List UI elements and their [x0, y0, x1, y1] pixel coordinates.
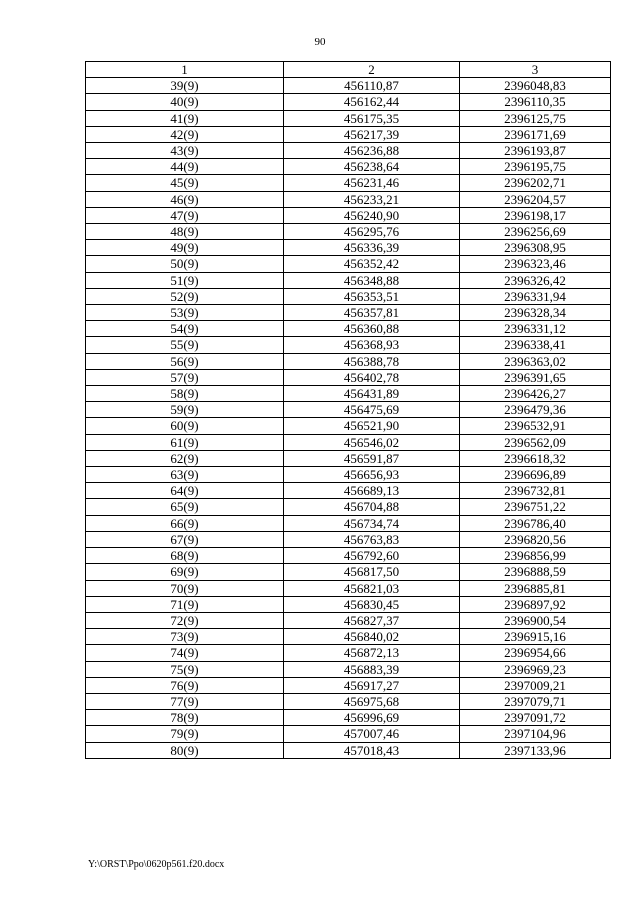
column-header-2: 2 — [284, 62, 460, 78]
x-coordinate-cell: 456656,93 — [284, 467, 460, 483]
x-coordinate-cell: 456734,74 — [284, 515, 460, 531]
x-coordinate-cell: 456521,90 — [284, 418, 460, 434]
point-id-cell: 56(9) — [86, 353, 284, 369]
point-id-cell: 54(9) — [86, 321, 284, 337]
point-id-cell: 51(9) — [86, 272, 284, 288]
y-coordinate-cell: 2396696,89 — [460, 467, 611, 483]
x-coordinate-cell: 456175,35 — [284, 110, 460, 126]
point-id-cell: 63(9) — [86, 467, 284, 483]
point-id-cell: 68(9) — [86, 548, 284, 564]
y-coordinate-cell: 2396328,34 — [460, 305, 611, 321]
y-coordinate-cell: 2396885,81 — [460, 580, 611, 596]
y-coordinate-cell: 2396048,83 — [460, 78, 611, 94]
x-coordinate-cell: 456817,50 — [284, 564, 460, 580]
y-coordinate-cell: 2396897,92 — [460, 596, 611, 612]
page-number: 90 — [314, 36, 326, 48]
x-coordinate-cell: 456357,81 — [284, 305, 460, 321]
y-coordinate-cell: 2396125,75 — [460, 110, 611, 126]
point-id-cell: 78(9) — [86, 710, 284, 726]
y-coordinate-cell: 2396732,81 — [460, 483, 611, 499]
point-id-cell: 39(9) — [86, 78, 284, 94]
table-row — [86, 369, 611, 385]
point-id-cell: 66(9) — [86, 515, 284, 531]
table-row — [86, 742, 611, 758]
x-coordinate-cell: 456336,39 — [284, 240, 460, 256]
y-coordinate-cell: 2396198,17 — [460, 207, 611, 223]
y-coordinate-cell: 2397091,72 — [460, 710, 611, 726]
point-id-cell: 75(9) — [86, 661, 284, 677]
table-row — [86, 596, 611, 612]
x-coordinate-cell: 456431,89 — [284, 386, 460, 402]
x-coordinate-cell: 456917,27 — [284, 677, 460, 693]
table-row — [86, 402, 611, 418]
point-id-cell: 42(9) — [86, 126, 284, 142]
y-coordinate-cell: 2396888,59 — [460, 564, 611, 580]
point-id-cell: 55(9) — [86, 337, 284, 353]
y-coordinate-cell: 2396856,99 — [460, 548, 611, 564]
point-id-cell: 57(9) — [86, 369, 284, 385]
point-id-cell: 45(9) — [86, 175, 284, 191]
x-coordinate-cell: 456827,37 — [284, 612, 460, 628]
y-coordinate-cell: 2396338,41 — [460, 337, 611, 353]
x-coordinate-cell: 456368,93 — [284, 337, 460, 353]
point-id-cell: 46(9) — [86, 191, 284, 207]
y-coordinate-cell: 2396618,32 — [460, 450, 611, 466]
x-coordinate-cell: 457007,46 — [284, 726, 460, 742]
point-id-cell: 40(9) — [86, 94, 284, 110]
x-coordinate-cell: 456830,45 — [284, 596, 460, 612]
table-row — [86, 191, 611, 207]
x-coordinate-cell: 456162,44 — [284, 94, 460, 110]
table-row — [86, 661, 611, 677]
table-row — [86, 321, 611, 337]
x-coordinate-cell: 456792,60 — [284, 548, 460, 564]
x-coordinate-cell: 456996,69 — [284, 710, 460, 726]
point-id-cell: 47(9) — [86, 207, 284, 223]
x-coordinate-cell: 456217,39 — [284, 126, 460, 142]
table-row — [86, 110, 611, 126]
point-id-cell: 58(9) — [86, 386, 284, 402]
point-id-cell: 41(9) — [86, 110, 284, 126]
table-row — [86, 78, 611, 94]
y-coordinate-cell: 2396110,35 — [460, 94, 611, 110]
y-coordinate-cell: 2396532,91 — [460, 418, 611, 434]
table-row — [86, 386, 611, 402]
table-row — [86, 483, 611, 499]
x-coordinate-cell: 456348,88 — [284, 272, 460, 288]
y-coordinate-cell: 2396202,71 — [460, 175, 611, 191]
point-id-cell: 79(9) — [86, 726, 284, 742]
point-id-cell: 44(9) — [86, 159, 284, 175]
table-row — [86, 499, 611, 515]
y-coordinate-cell: 2396171,69 — [460, 126, 611, 142]
y-coordinate-cell: 2396363,02 — [460, 353, 611, 369]
table-row — [86, 548, 611, 564]
y-coordinate-cell: 2396193,87 — [460, 143, 611, 159]
y-coordinate-cell: 2397133,96 — [460, 742, 611, 758]
y-coordinate-cell: 2396786,40 — [460, 515, 611, 531]
point-id-cell: 50(9) — [86, 256, 284, 272]
point-id-cell: 49(9) — [86, 240, 284, 256]
table-row — [86, 126, 611, 142]
point-id-cell: 70(9) — [86, 580, 284, 596]
table-row — [86, 175, 611, 191]
y-coordinate-cell: 2396954,66 — [460, 645, 611, 661]
x-coordinate-cell: 456883,39 — [284, 661, 460, 677]
x-coordinate-cell: 456689,13 — [284, 483, 460, 499]
table-row — [86, 450, 611, 466]
x-coordinate-cell: 456238,64 — [284, 159, 460, 175]
coordinates-table — [85, 61, 611, 759]
table-row — [86, 143, 611, 159]
point-id-cell: 65(9) — [86, 499, 284, 515]
table-row — [86, 159, 611, 175]
point-id-cell: 69(9) — [86, 564, 284, 580]
y-coordinate-cell: 2396204,57 — [460, 191, 611, 207]
x-coordinate-cell: 456353,51 — [284, 288, 460, 304]
column-header-3: 3 — [460, 62, 611, 78]
table-row — [86, 207, 611, 223]
table-row — [86, 531, 611, 547]
column-header-1: 1 — [86, 62, 284, 78]
table-row — [86, 353, 611, 369]
y-coordinate-cell: 2396562,09 — [460, 434, 611, 450]
point-id-cell: 80(9) — [86, 742, 284, 758]
table-row — [86, 224, 611, 240]
table-row — [86, 288, 611, 304]
point-id-cell: 76(9) — [86, 677, 284, 693]
table-row — [86, 677, 611, 693]
table-row — [86, 418, 611, 434]
y-coordinate-cell: 2396195,75 — [460, 159, 611, 175]
point-id-cell: 74(9) — [86, 645, 284, 661]
table-row — [86, 467, 611, 483]
table-header-row — [86, 62, 611, 78]
table-body — [86, 78, 611, 759]
x-coordinate-cell: 456352,42 — [284, 256, 460, 272]
table-row — [86, 726, 611, 742]
x-coordinate-cell: 456402,78 — [284, 369, 460, 385]
y-coordinate-cell: 2396426,27 — [460, 386, 611, 402]
x-coordinate-cell: 456360,88 — [284, 321, 460, 337]
x-coordinate-cell: 456821,03 — [284, 580, 460, 596]
x-coordinate-cell: 456546,02 — [284, 434, 460, 450]
x-coordinate-cell: 456240,90 — [284, 207, 460, 223]
table-row — [86, 256, 611, 272]
y-coordinate-cell: 2397079,71 — [460, 693, 611, 709]
point-id-cell: 72(9) — [86, 612, 284, 628]
y-coordinate-cell: 2396326,42 — [460, 272, 611, 288]
x-coordinate-cell: 456295,76 — [284, 224, 460, 240]
y-coordinate-cell: 2396331,94 — [460, 288, 611, 304]
y-coordinate-cell: 2396969,23 — [460, 661, 611, 677]
x-coordinate-cell: 456872,13 — [284, 645, 460, 661]
table-row — [86, 434, 611, 450]
y-coordinate-cell: 2396900,54 — [460, 612, 611, 628]
table-row — [86, 240, 611, 256]
point-id-cell: 71(9) — [86, 596, 284, 612]
table-row — [86, 337, 611, 353]
point-id-cell: 53(9) — [86, 305, 284, 321]
y-coordinate-cell: 2396479,36 — [460, 402, 611, 418]
point-id-cell: 60(9) — [86, 418, 284, 434]
x-coordinate-cell: 456591,87 — [284, 450, 460, 466]
y-coordinate-cell: 2396820,56 — [460, 531, 611, 547]
y-coordinate-cell: 2396308,95 — [460, 240, 611, 256]
table-row — [86, 580, 611, 596]
table-row — [86, 629, 611, 645]
y-coordinate-cell: 2396391,65 — [460, 369, 611, 385]
table-row — [86, 710, 611, 726]
point-id-cell: 77(9) — [86, 693, 284, 709]
table-row — [86, 564, 611, 580]
point-id-cell: 48(9) — [86, 224, 284, 240]
point-id-cell: 73(9) — [86, 629, 284, 645]
point-id-cell: 59(9) — [86, 402, 284, 418]
point-id-cell: 43(9) — [86, 143, 284, 159]
y-coordinate-cell: 2397104,96 — [460, 726, 611, 742]
x-coordinate-cell: 456704,88 — [284, 499, 460, 515]
table-row — [86, 94, 611, 110]
y-coordinate-cell: 2396256,69 — [460, 224, 611, 240]
x-coordinate-cell: 456840,02 — [284, 629, 460, 645]
point-id-cell: 52(9) — [86, 288, 284, 304]
table-row — [86, 612, 611, 628]
point-id-cell: 62(9) — [86, 450, 284, 466]
table-row — [86, 645, 611, 661]
x-coordinate-cell: 456763,83 — [284, 531, 460, 547]
point-id-cell: 61(9) — [86, 434, 284, 450]
table-row — [86, 515, 611, 531]
table-row — [86, 305, 611, 321]
footer-file-path: Y:\ORST\Ppo\0620p561.f20.docx — [88, 859, 225, 870]
y-coordinate-cell: 2397009,21 — [460, 677, 611, 693]
x-coordinate-cell: 456231,46 — [284, 175, 460, 191]
table-row — [86, 272, 611, 288]
x-coordinate-cell: 456475,69 — [284, 402, 460, 418]
table-row — [86, 693, 611, 709]
point-id-cell: 64(9) — [86, 483, 284, 499]
x-coordinate-cell: 456233,21 — [284, 191, 460, 207]
x-coordinate-cell: 456110,87 — [284, 78, 460, 94]
x-coordinate-cell: 457018,43 — [284, 742, 460, 758]
x-coordinate-cell: 456388,78 — [284, 353, 460, 369]
x-coordinate-cell: 456236,88 — [284, 143, 460, 159]
y-coordinate-cell: 2396751,22 — [460, 499, 611, 515]
x-coordinate-cell: 456975,68 — [284, 693, 460, 709]
y-coordinate-cell: 2396331,12 — [460, 321, 611, 337]
point-id-cell: 67(9) — [86, 531, 284, 547]
y-coordinate-cell: 2396915,16 — [460, 629, 611, 645]
y-coordinate-cell: 2396323,46 — [460, 256, 611, 272]
